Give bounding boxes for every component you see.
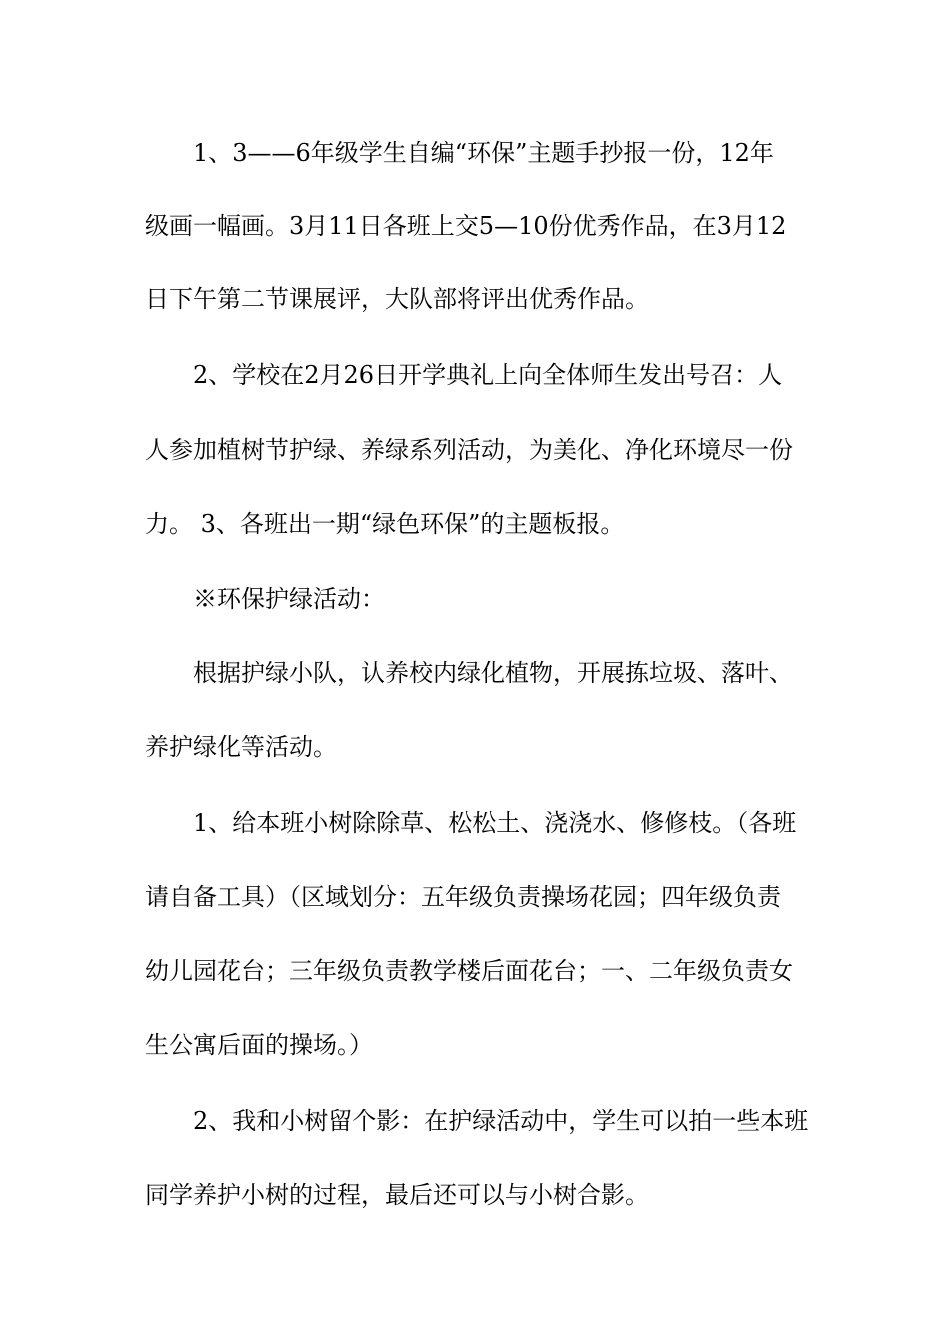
text-line: 生公寓后面的操场。） [145, 1031, 373, 1059]
text-line: 幼儿园花台；三年级负责教学楼后面花台；一、二年级负责女 [145, 957, 793, 985]
text-line: 力。 3、各班出一期“绿色环保”的主题板报。 [145, 510, 625, 538]
text-line: 请自备工具）（区域划分：五年级负责操场花园；四年级负责 [145, 883, 781, 911]
text-line: 养护绿化等活动。 [145, 733, 337, 761]
text-line: 2、学校在2月26日开学典礼上向全体师生发出号召：人 [193, 361, 783, 389]
section-heading: ※环保护绿活动： [193, 585, 385, 613]
text-line: 级画一幅画。3月11日各班上交5—10份优秀作品，在3月12 [145, 212, 787, 240]
text-line: 1、3——6年级学生自编“环保”主题手抄报一份，12年 [193, 139, 774, 167]
text-line: 根据护绿小队，认养校内绿化植物，开展拣垃圾、落叶、 [193, 659, 793, 687]
text-line: 2、我和小树留个影：在护绿活动中，学生可以拍一些本班 [193, 1107, 809, 1135]
text-line: 1、给本班小树除除草、松松土、浇浇水、修修枝。（各班 [193, 809, 797, 837]
text-line: 同学养护小树的过程，最后还可以与小树合影。 [145, 1181, 649, 1209]
text-line: 人参加植树节护绿、养绿系列活动，为美化、净化环境尽一份 [145, 436, 793, 464]
text-line: 日下午第二节课展评，大队部将评出优秀作品。 [145, 285, 649, 313]
